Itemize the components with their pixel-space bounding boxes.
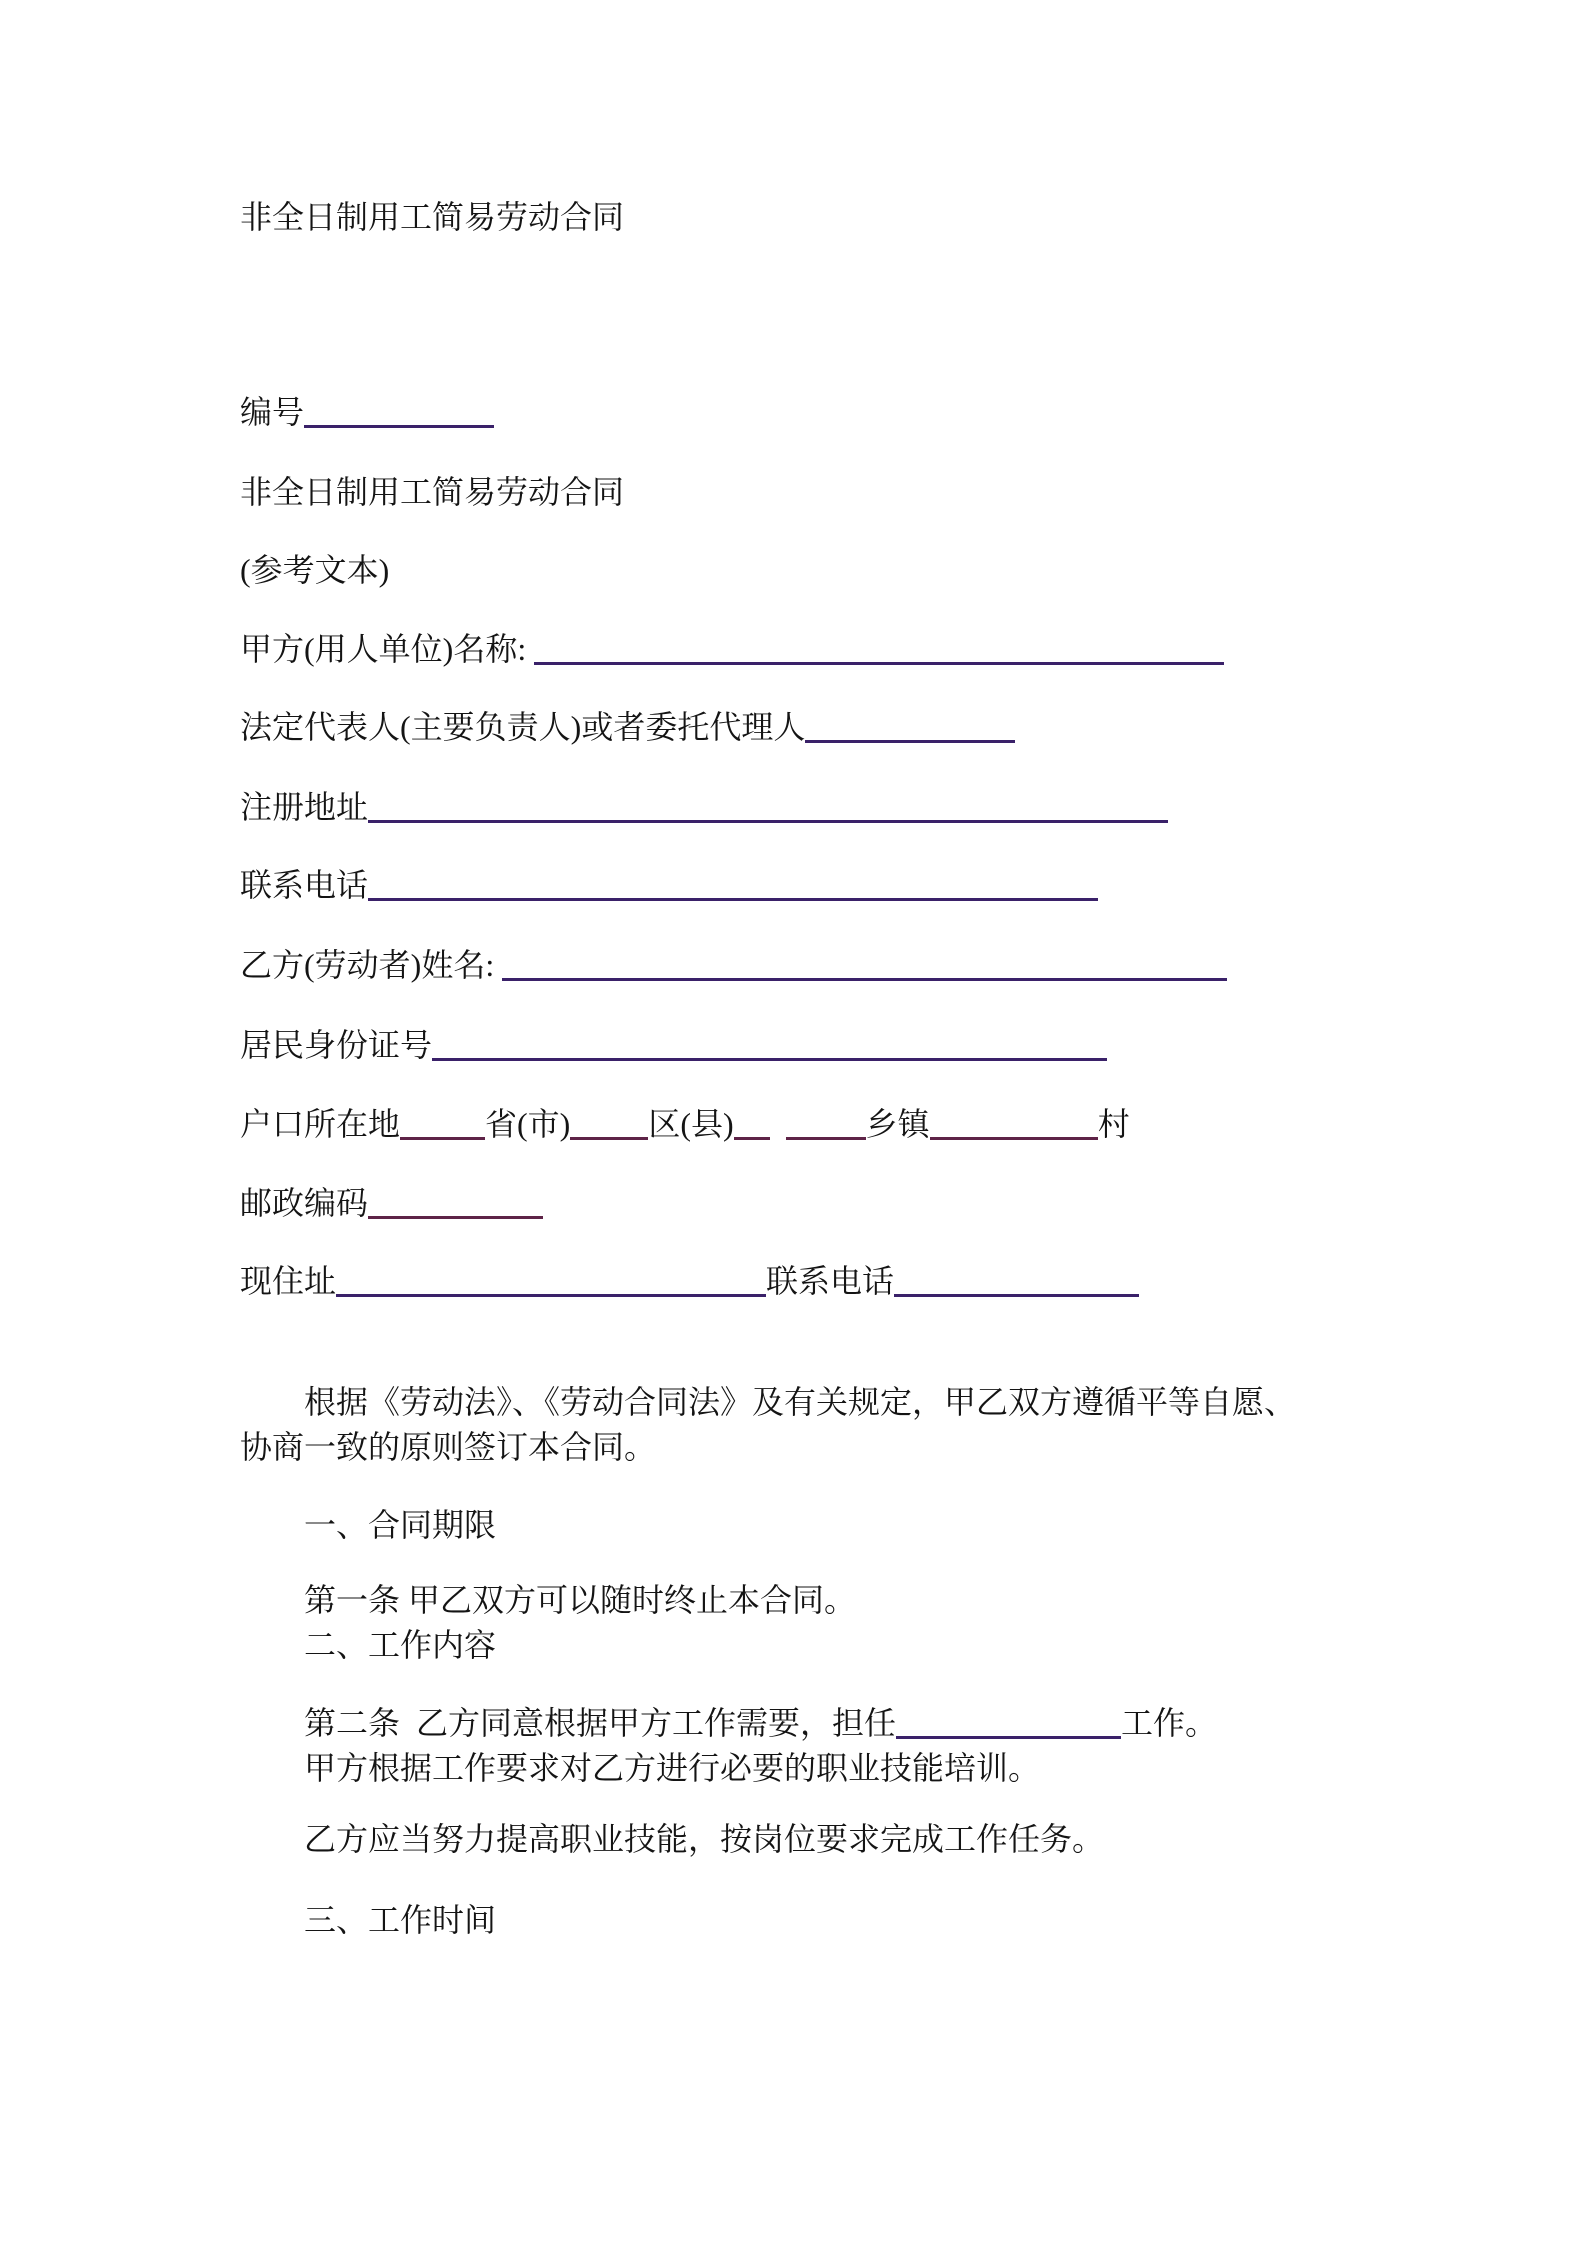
household-village-blank bbox=[930, 1107, 1098, 1140]
party-a-phone-label: 联系电话 bbox=[240, 867, 369, 903]
id-number-line bbox=[240, 1023, 1446, 1068]
household-township-blank bbox=[786, 1107, 866, 1140]
party-b-phone-label: 联系电话 bbox=[766, 1263, 895, 1299]
article-1: 第一条 甲乙双方可以随时终止本合同。 bbox=[304, 1582, 857, 1618]
postal-code-blank bbox=[368, 1186, 543, 1219]
number-line bbox=[240, 390, 1446, 435]
party-a-phone-line bbox=[240, 863, 1446, 908]
household-province-blank bbox=[400, 1107, 485, 1140]
article-2-line-1 bbox=[240, 1701, 1446, 1746]
household-short-blank bbox=[734, 1107, 770, 1140]
preamble-line-2: 协商一致的原则签订本合同。 bbox=[240, 1429, 657, 1465]
article-2-line-3: 乙方应当努力提高职业技能，按岗位要求完成工作任务。 bbox=[304, 1821, 1105, 1857]
section-2-heading: 二、工作内容 bbox=[304, 1627, 497, 1663]
registered-address-blank bbox=[368, 790, 1168, 823]
household-township-label: 乡镇 bbox=[865, 1106, 930, 1142]
household-county-label: 区(县) bbox=[648, 1106, 734, 1142]
party-b-phone-blank bbox=[894, 1264, 1139, 1297]
article-2-line-2: 甲方根据工作要求对乙方进行必要的职业技能培训。 bbox=[304, 1750, 1041, 1786]
section-3-heading: 三、工作时间 bbox=[304, 1902, 497, 1938]
household-label: 户口所在地 bbox=[240, 1106, 401, 1142]
household-line bbox=[240, 1102, 1446, 1147]
legal-rep-blank bbox=[805, 710, 1015, 743]
document-subtitle: 非全日制用工简易劳动合同 bbox=[240, 474, 625, 510]
number-label: 编号 bbox=[240, 394, 305, 430]
party-a-name-line bbox=[240, 627, 1446, 672]
current-address-blank bbox=[336, 1264, 766, 1297]
party-a-name-blank bbox=[534, 632, 1224, 665]
article-2-job-blank bbox=[896, 1706, 1121, 1739]
number-blank bbox=[304, 395, 494, 428]
preamble-line-1: 根据《劳动法》、《劳动合同法》及有关规定，甲乙双方遵循平等自愿、 bbox=[304, 1384, 1297, 1420]
article-2-suffix: 工作。 bbox=[1121, 1705, 1218, 1741]
party-b-name-label: 乙方(劳动者)姓名: bbox=[240, 947, 503, 983]
party-b-name-blank bbox=[502, 948, 1227, 981]
registered-address-line bbox=[240, 785, 1446, 830]
section-1-heading: 一、合同期限 bbox=[304, 1507, 497, 1543]
registered-address-label: 注册地址 bbox=[240, 789, 369, 825]
party-a-phone-blank bbox=[368, 868, 1098, 901]
household-province-label: 省(市) bbox=[485, 1106, 571, 1142]
id-number-label: 居民身份证号 bbox=[240, 1027, 433, 1063]
party-a-name-label: 甲方(用人单位)名称: bbox=[240, 631, 535, 667]
current-address-label: 现住址 bbox=[240, 1263, 337, 1299]
household-village-label: 村 bbox=[1097, 1106, 1130, 1142]
legal-rep-line bbox=[240, 705, 1446, 750]
postal-code-label: 邮政编码 bbox=[240, 1185, 369, 1221]
reference-note: (参考文本) bbox=[240, 552, 390, 588]
document-title: 非全日制用工简易劳动合同 bbox=[240, 199, 625, 235]
postal-code-line bbox=[240, 1181, 1446, 1226]
article-2-prefix: 第二条 乙方同意根据甲方工作需要，担任 bbox=[304, 1705, 897, 1741]
current-address-line bbox=[240, 1259, 1446, 1304]
party-b-name-line bbox=[240, 943, 1446, 988]
id-number-blank bbox=[432, 1028, 1107, 1061]
legal-rep-label: 法定代表人(主要负责人)或者委托代理人 bbox=[240, 709, 806, 745]
household-county-blank bbox=[570, 1107, 648, 1140]
